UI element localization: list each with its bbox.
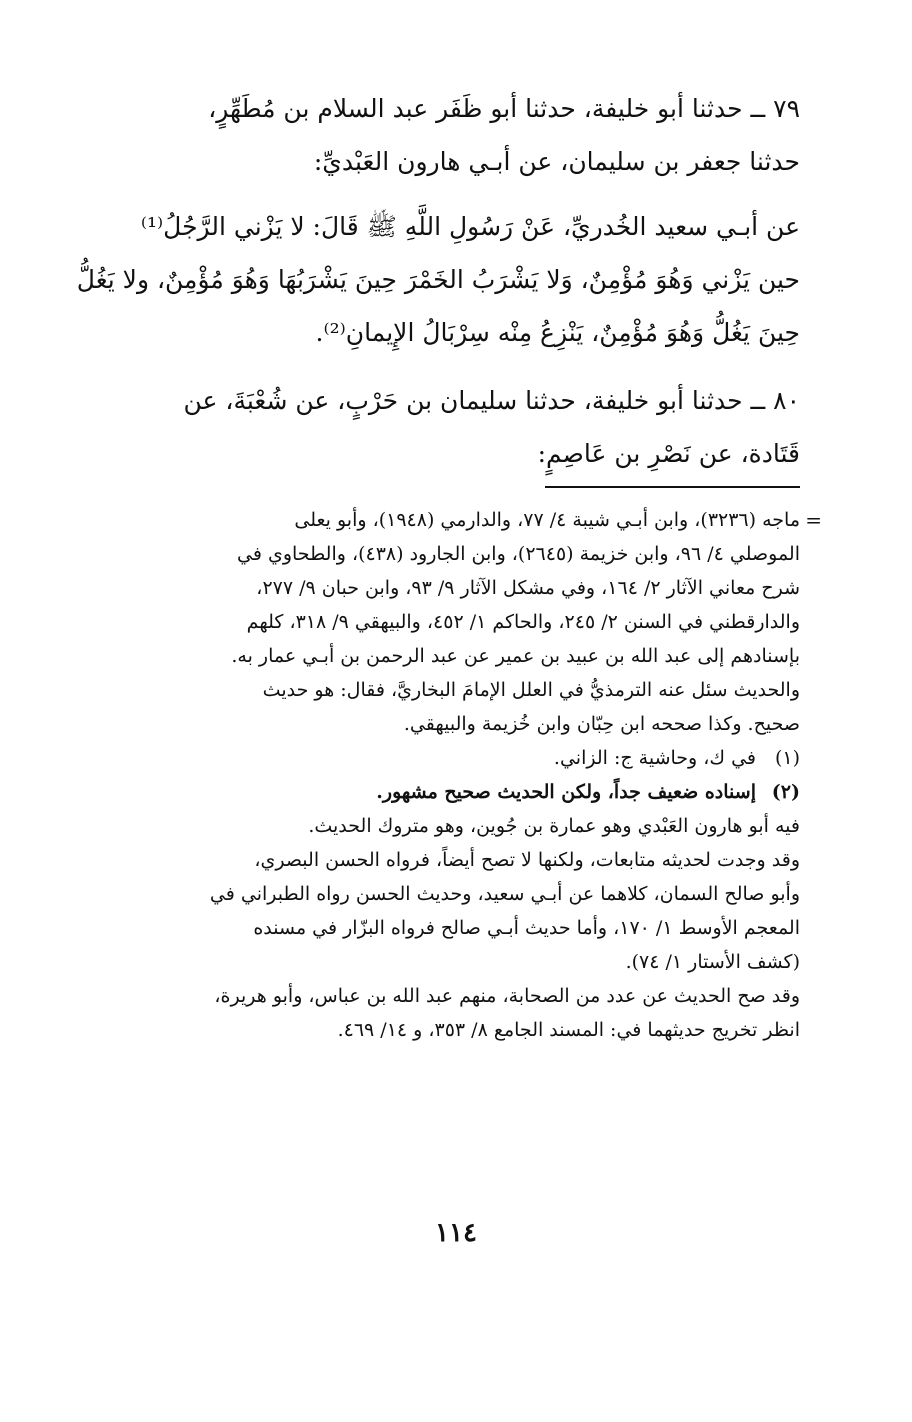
note-line: ماجه (٣٢٣٦)، وابن أبـي شيبة ٤/ ٧٧، والدارمي (١٩٤٨)، وأبو يعلى — [294, 509, 800, 531]
note-line: انظر تخريج حديثهما في: المسند الجامع ٨/ ٣٥٣، و ١٤/ ٤٦٩. — [337, 1019, 800, 1041]
text-line: حين يَزْني وَهُوَ مُؤْمِنٌ، وَلا يَشْرَبُ الخَمْرَ حِينَ يَشْرَبُهَا وَهُوَ مُؤْمِنٌ، ولا يَغُلُّ — [76, 265, 800, 294]
page-number: ١١٤ — [435, 1218, 477, 1248]
text-line: حِينَ يَغُلُّ وَهُوَ مُؤْمِنٌ، يَنْزِعُ مِنْه سِرْبَالُ الإِيمانِ⁽²⁾. — [315, 318, 800, 347]
hadith-79-matn — [60, 200, 800, 359]
note-line: الموصلي ٤/ ٩٦، وابن خزيمة (٢٦٤٥)، وابن الجارود (٤٣٨)، والطحاوي في — [237, 543, 800, 565]
note-line: فيه أبو هارون العَبْدي وهو عمارة بن جُوين، وهو متروك الحديث. — [308, 815, 800, 837]
note-line: والدارقطني في السنن ٢/ ٢٤٥، والحاكم ١/ ٤٥٢، والبيهقي ٩/ ٣١٨، كلهم — [246, 611, 800, 633]
text-line: ٧٩ ــ حدثنا أبو خليفة، حدثنا أبو ظَفَر عبد السلام بن مُطَهِّرٍ، — [208, 94, 800, 123]
note-line: بإسنادهم إلى عبد الله بن عبيد بن عمير عن عبد الرحمن بن أبـي عمار به. — [231, 645, 800, 667]
footnote-2-final — [60, 979, 800, 1047]
hadith-80-isnad — [60, 374, 800, 480]
text-line: حدثنا جعفر بن سليمان، عن أبـي هارون العَبْديِّ: — [313, 147, 800, 176]
footnote-number: (١) — [774, 747, 800, 769]
footnote-number: (٢) — [771, 781, 800, 803]
text-line: عن أبـي سعيد الخُدريِّ، عَنْ رَسُولِ اللَّهِ ﷺ قَالَ: لا يَزْني الرَّجُلُ⁽¹⁾ — [140, 212, 800, 241]
footnotes — [60, 503, 822, 1047]
note-line: شرح معاني الآثار ٢/ ١٦٤، وفي مشكل الآثار ٩/ ٩٣، وابن حبان ٩/ ٢٧٧، — [256, 577, 800, 599]
footnote-2-detail — [60, 809, 800, 843]
tirmidhi-note — [60, 673, 800, 741]
hadith-79-isnad — [60, 82, 800, 188]
note-line: والحديث سئل عنه الترمذيُّ في العلل الإمامَ البخاريَّ، فقال: هو حديث — [262, 679, 800, 701]
footnote-continuation — [60, 503, 800, 673]
footnote-2-followups — [60, 843, 800, 979]
footnote-1 — [60, 741, 800, 775]
note-line: المعجم الأوسط ١/ ١٧٠، وأما حديث أبـي صالح فرواه البزّار في مسنده — [253, 917, 800, 939]
note-line: وأبو صالح السمان، كلاهما عن أبـي سعيد، وحديث الحسن رواه الطبراني في — [209, 883, 800, 905]
note-line: (كشف الأستار ١/ ٧٤). — [625, 951, 800, 973]
note-line: وقد صح الحديث عن عدد من الصحابة، منهم عبد الله بن عباس، وأبو هريرة، — [214, 985, 800, 1007]
footnote-text: إسناده ضعيف جداً، ولكن الحديث صحيح مشهور. — [376, 781, 756, 803]
text-line: ٨٠ ــ حدثنا أبو خليفة، حدثنا سليمان بن حَرْبٍ، عن شُعْبَةَ، عن — [183, 386, 800, 415]
text-line: قَتَادة، عن نَصْرِ بن عَاصِمٍ: — [537, 439, 800, 468]
footnote-separator — [545, 486, 800, 488]
footnote-2 — [60, 775, 800, 809]
note-line: وقد وجدت لحديثه متابعات، ولكنها لا تصح أيضاً، فرواه الحسن البصري، — [254, 849, 800, 871]
continuation-mark: = — [805, 508, 822, 532]
footnote-text: في ك، وحاشية ج: الزاني. — [553, 747, 756, 769]
note-line: صحيح. وكذا صححه ابن حِبّان وابن خُزيمة والبيهقي. — [403, 713, 800, 735]
